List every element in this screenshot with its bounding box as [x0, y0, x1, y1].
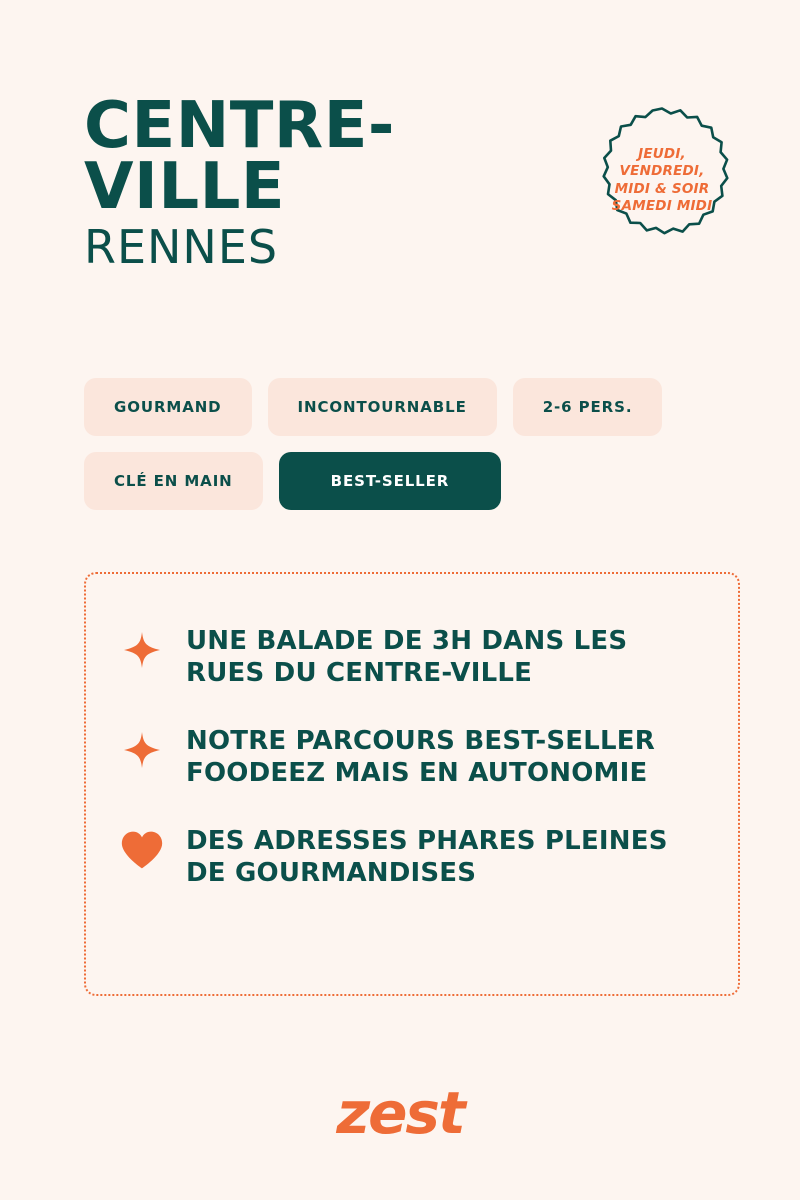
list-item	[120, 826, 698, 890]
page-subtitle: RENNES	[84, 219, 279, 274]
sparkle-icon	[120, 728, 164, 772]
page-title-line1: CENTRE-	[84, 89, 395, 163]
title-block	[84, 89, 395, 274]
brand-logo	[0, 1079, 800, 1147]
heart-icon	[120, 828, 164, 872]
tag-party-size[interactable]: 2-6 PERS.	[513, 378, 663, 436]
feature-text: UNE BALADE DE 3H DANS LES RUES DU CENTRE-VILLE	[186, 626, 628, 688]
badge-line-2: VENDREDI,	[619, 163, 705, 180]
feature-text: DES ADRESSES PHARES PLEINES DE GOURMANDISES	[186, 825, 668, 888]
sparkle-icon	[120, 628, 164, 672]
features-box	[84, 572, 740, 996]
tag-incontournable[interactable]: INCONTOURNABLE	[268, 378, 497, 436]
tag-list	[84, 378, 684, 510]
tag-gourmand[interactable]: GOURMAND	[84, 378, 252, 436]
logo-text: zest	[336, 1079, 464, 1147]
schedule-badge-text	[584, 102, 740, 258]
badge-line-1: JEUDI,	[638, 145, 686, 162]
badge-line-3: MIDI & SOIR	[614, 180, 710, 197]
schedule-badge	[584, 102, 740, 258]
list-item	[120, 726, 698, 790]
page-title-line2: VILLE	[84, 149, 286, 224]
list-item	[120, 626, 698, 690]
header	[84, 89, 740, 274]
tag-cle-en-main[interactable]: CLÉ EN MAIN	[84, 452, 263, 510]
tag-best-seller[interactable]: BEST-SELLER	[279, 452, 502, 510]
badge-line-4: SAMEDI MIDI	[611, 197, 713, 214]
feature-text: NOTRE PARCOURS BEST-SELLER FOODEEZ MAIS EN AUTONOMIE	[186, 725, 655, 788]
